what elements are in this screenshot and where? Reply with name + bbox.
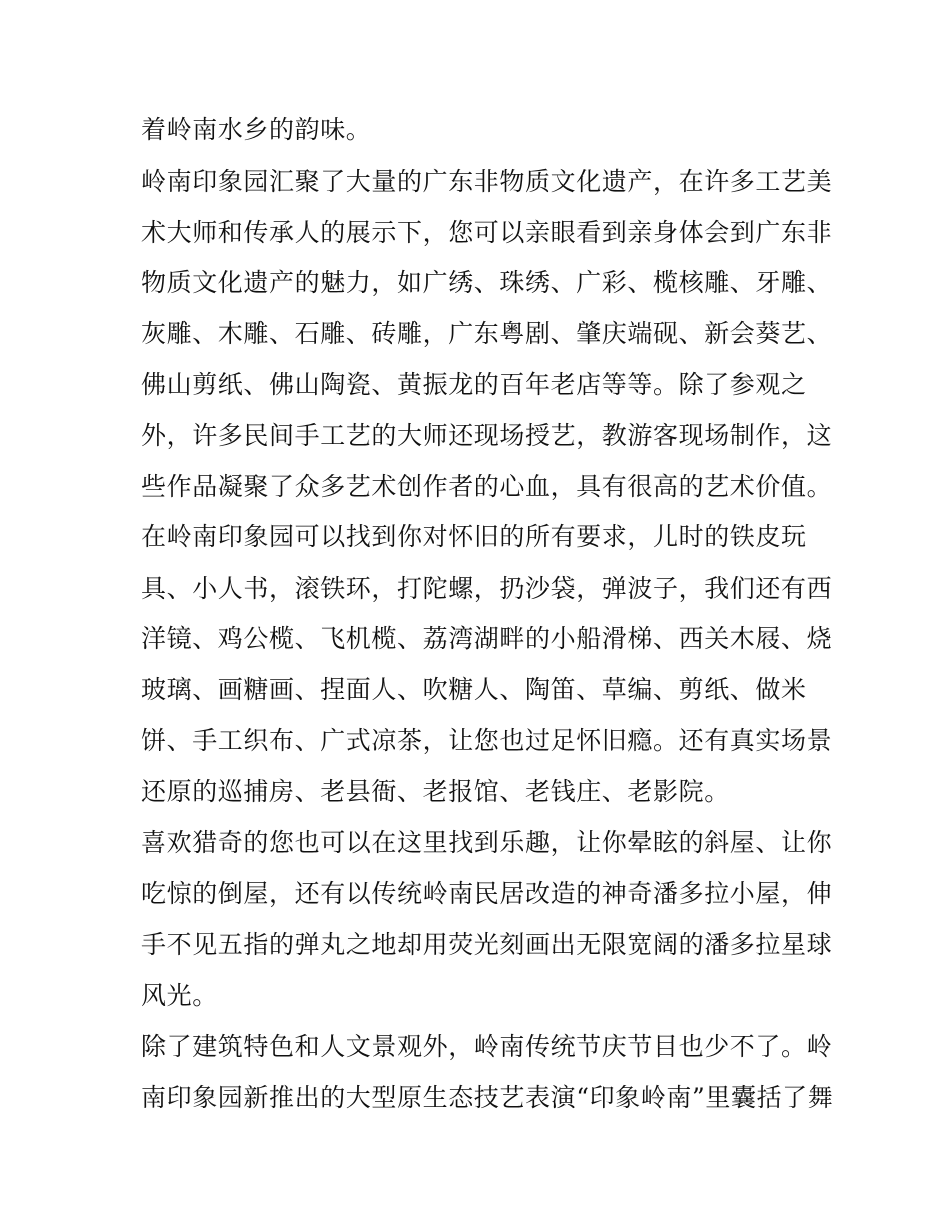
text-line: 还原的巡捕房、老县衙、老报馆、老钱庄、老影院。 (141, 777, 730, 806)
text-line: 吃惊的倒屋，还有以传统岭南民居改造的神奇潘多拉小屋，伸 (141, 879, 833, 908)
text-line: 外，许多民间手工艺的大师还现场授艺，教游客现场制作，这 (141, 421, 833, 450)
text-line: 在岭南印象园可以找到你对怀旧的所有要求，儿时的铁皮玩 (141, 522, 807, 551)
text-line: 术大师和传承人的展示下，您可以亲眼看到亲身体会到广东非 (141, 218, 833, 247)
text-line: 着岭南水乡的韵味。 (141, 115, 372, 144)
text-line: 手不见五指的弹丸之地却用荧光刻画出无限宽阔的潘多拉星球 (141, 930, 833, 959)
text-line: 风光。 (141, 981, 218, 1010)
text-line: 洋镜、鸡公榄、飞机榄、荔湾湖畔的小船滑梯、西关木屐、烧 (141, 624, 833, 653)
text-line: 喜欢猎奇的您也可以在这里找到乐趣，让你晕眩的斜屋、让你 (141, 828, 833, 857)
text-line: 些作品凝聚了众多艺术创作者的心血，具有很高的艺术价值。 (141, 472, 833, 501)
text-line: 佛山剪纸、佛山陶瓷、黄振龙的百年老店等等。除了参观之 (141, 370, 807, 399)
text-line: 具、小人书，滚铁环，打陀螺，扔沙袋，弹波子，我们还有西 (141, 574, 833, 603)
text-line: 物质文化遗产的魅力，如广绣、珠绣、广彩、榄核雕、牙雕、 (141, 268, 833, 297)
text-line: 南印象园新推出的大型原生态技艺表演“印象岭南”里囊括了舞 (141, 1083, 834, 1112)
text-line: 玻璃、画糖画、捏面人、吹糖人、陶笛、草编、剪纸、做米 (141, 675, 807, 704)
text-line: 除了建筑特色和人文景观外，岭南传统节庆节目也少不了。岭 (141, 1032, 833, 1061)
text-line: 饼、手工织布、广式凉茶，让您也过足怀旧瘾。还有真实场景 (141, 726, 833, 755)
text-line: 岭南印象园汇聚了大量的广东非物质文化遗产，在许多工艺美 (141, 167, 833, 196)
text-line: 灰雕、木雕、石雕、砖雕，广东粤剧、肇庆端砚、新会葵艺、 (141, 319, 833, 348)
